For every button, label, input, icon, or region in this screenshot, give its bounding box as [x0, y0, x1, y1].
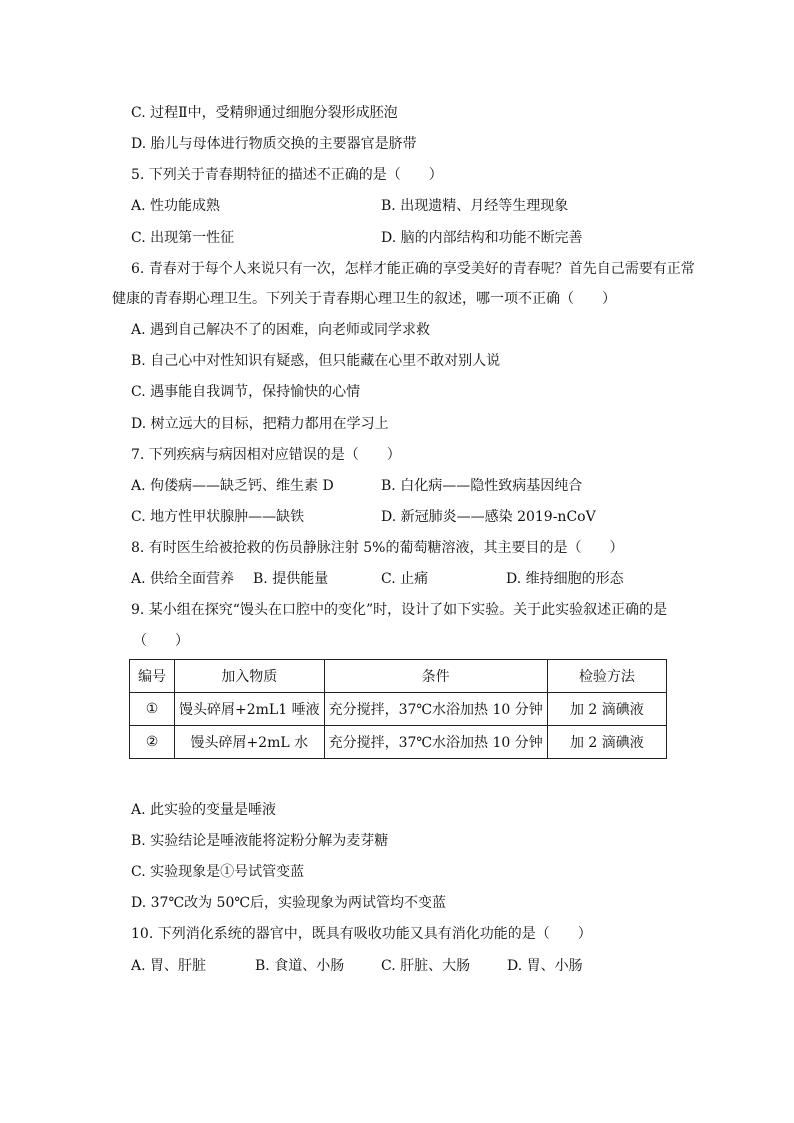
- q6-option-b: B. 自己心中对性知识有疑惑，但只能藏在心里不敢对别人说: [131, 353, 501, 369]
- q5-option-d: D. 脑的内部结构和功能不断完善: [381, 230, 583, 246]
- table-cell: 充分搅拌，37℃水浴加热 10 分钟: [324, 693, 547, 726]
- table-cell: ①: [130, 693, 175, 726]
- q6-stem-line1: 6. 青春对于每个人来说只有一次，怎样才能正确的享受美好的青春呢？首先自己需要有正常: [131, 261, 695, 277]
- q9-option-d: D. 37℃改为 50℃后，实验现象为两试管均不变蓝: [131, 895, 447, 911]
- table-cell: 加 2 滴碘液: [547, 726, 666, 759]
- q8-stem: 8. 有时医生给被抢救的伤员静脉注射 5%的葡萄糖溶液，其主要目的是（ ）: [131, 540, 624, 556]
- q7-option-a: A. 佝偻病——缺乏钙、维生素 D: [131, 478, 334, 494]
- q5-option-c: C. 出现第一性征: [131, 230, 235, 246]
- q7-option-d: D. 新冠肺炎——感染 2019-nCoV: [381, 509, 596, 525]
- q10-stem: 10. 下列消化系统的器官中，既具有吸收功能又具有消化功能的是（ ）: [131, 926, 592, 942]
- q4-option-c: C. 过程Ⅱ中，受精卵通过细胞分裂形成胚泡: [131, 105, 398, 121]
- q4-option-d: D. 胎儿与母体进行物质交换的主要器官是脐带: [131, 136, 417, 152]
- q8-option-a: A. 供给全面营养: [131, 571, 235, 587]
- q5-option-a: A. 性功能成熟: [131, 198, 221, 214]
- table-cell: 馒头碎屑+2mL 水: [175, 726, 325, 759]
- q10-option-b: B. 食道、小肠: [255, 958, 345, 974]
- table-row: [130, 693, 667, 726]
- q9-stem-line1: 9. 某小组在探究“馒头在口腔中的变化”时，设计了如下实验。关于此实验叙述正确的是: [131, 602, 668, 618]
- q10-option-d: D. 胃、小肠: [507, 958, 583, 974]
- table-cell: 馒头碎屑+2mL1 唾液: [175, 693, 325, 726]
- q7-stem: 7. 下列疾病与病因相对应错误的是（ ）: [131, 447, 401, 463]
- table-header-cell: 检验方法: [547, 660, 666, 693]
- table-cell: 加 2 滴碘液: [547, 693, 666, 726]
- q9-option-c: C. 实验现象是①号试管变蓝: [131, 864, 305, 880]
- q9-option-a: A. 此实验的变量是唾液: [131, 802, 277, 818]
- q6-option-a: A. 遇到自己解决不了的困难，向老师或同学求救: [131, 322, 431, 338]
- q8-option-b: B. 提供能量: [253, 571, 329, 587]
- q9-option-b: B. 实验结论是唾液能将淀粉分解为麦芽糖: [131, 833, 389, 849]
- q5-option-b: B. 出现遗精、月经等生理现象: [381, 198, 569, 214]
- q10-option-a: A. 胃、肝脏: [131, 958, 207, 974]
- q6-stem-line2: 健康的青春期心理卫生。下列关于青春期心理卫生的叙述，哪一项不正确（ ）: [112, 291, 616, 307]
- q9-stem-line2: （ ）: [133, 633, 189, 649]
- table-cell: ②: [130, 726, 175, 759]
- q8-option-d: D. 维持细胞的形态: [506, 571, 624, 587]
- q10-option-c: C. 肝脏、大肠: [381, 958, 471, 974]
- q7-option-c: C. 地方性甲状腺肿——缺铁: [131, 509, 305, 525]
- table-header-row: [130, 660, 667, 693]
- table-row: [130, 726, 667, 759]
- q5-stem: 5. 下列关于青春期特征的描述不正确的是（ ）: [131, 167, 443, 183]
- q6-option-d: D. 树立远大的目标，把精力都用在学习上: [131, 416, 389, 432]
- q7-option-b: B. 白化病——隐性致病基因纯合: [381, 478, 583, 494]
- table-header-cell: 条件: [324, 660, 547, 693]
- q8-option-c: C. 止痛: [381, 571, 429, 587]
- table-cell: 充分搅拌，37℃水浴加热 10 分钟: [324, 726, 547, 759]
- experiment-table: [129, 659, 667, 759]
- table-header-cell: 加入物质: [175, 660, 325, 693]
- q6-option-c: C. 遇事能自我调节，保持愉快的心情: [131, 384, 361, 400]
- table-header-cell: 编号: [130, 660, 175, 693]
